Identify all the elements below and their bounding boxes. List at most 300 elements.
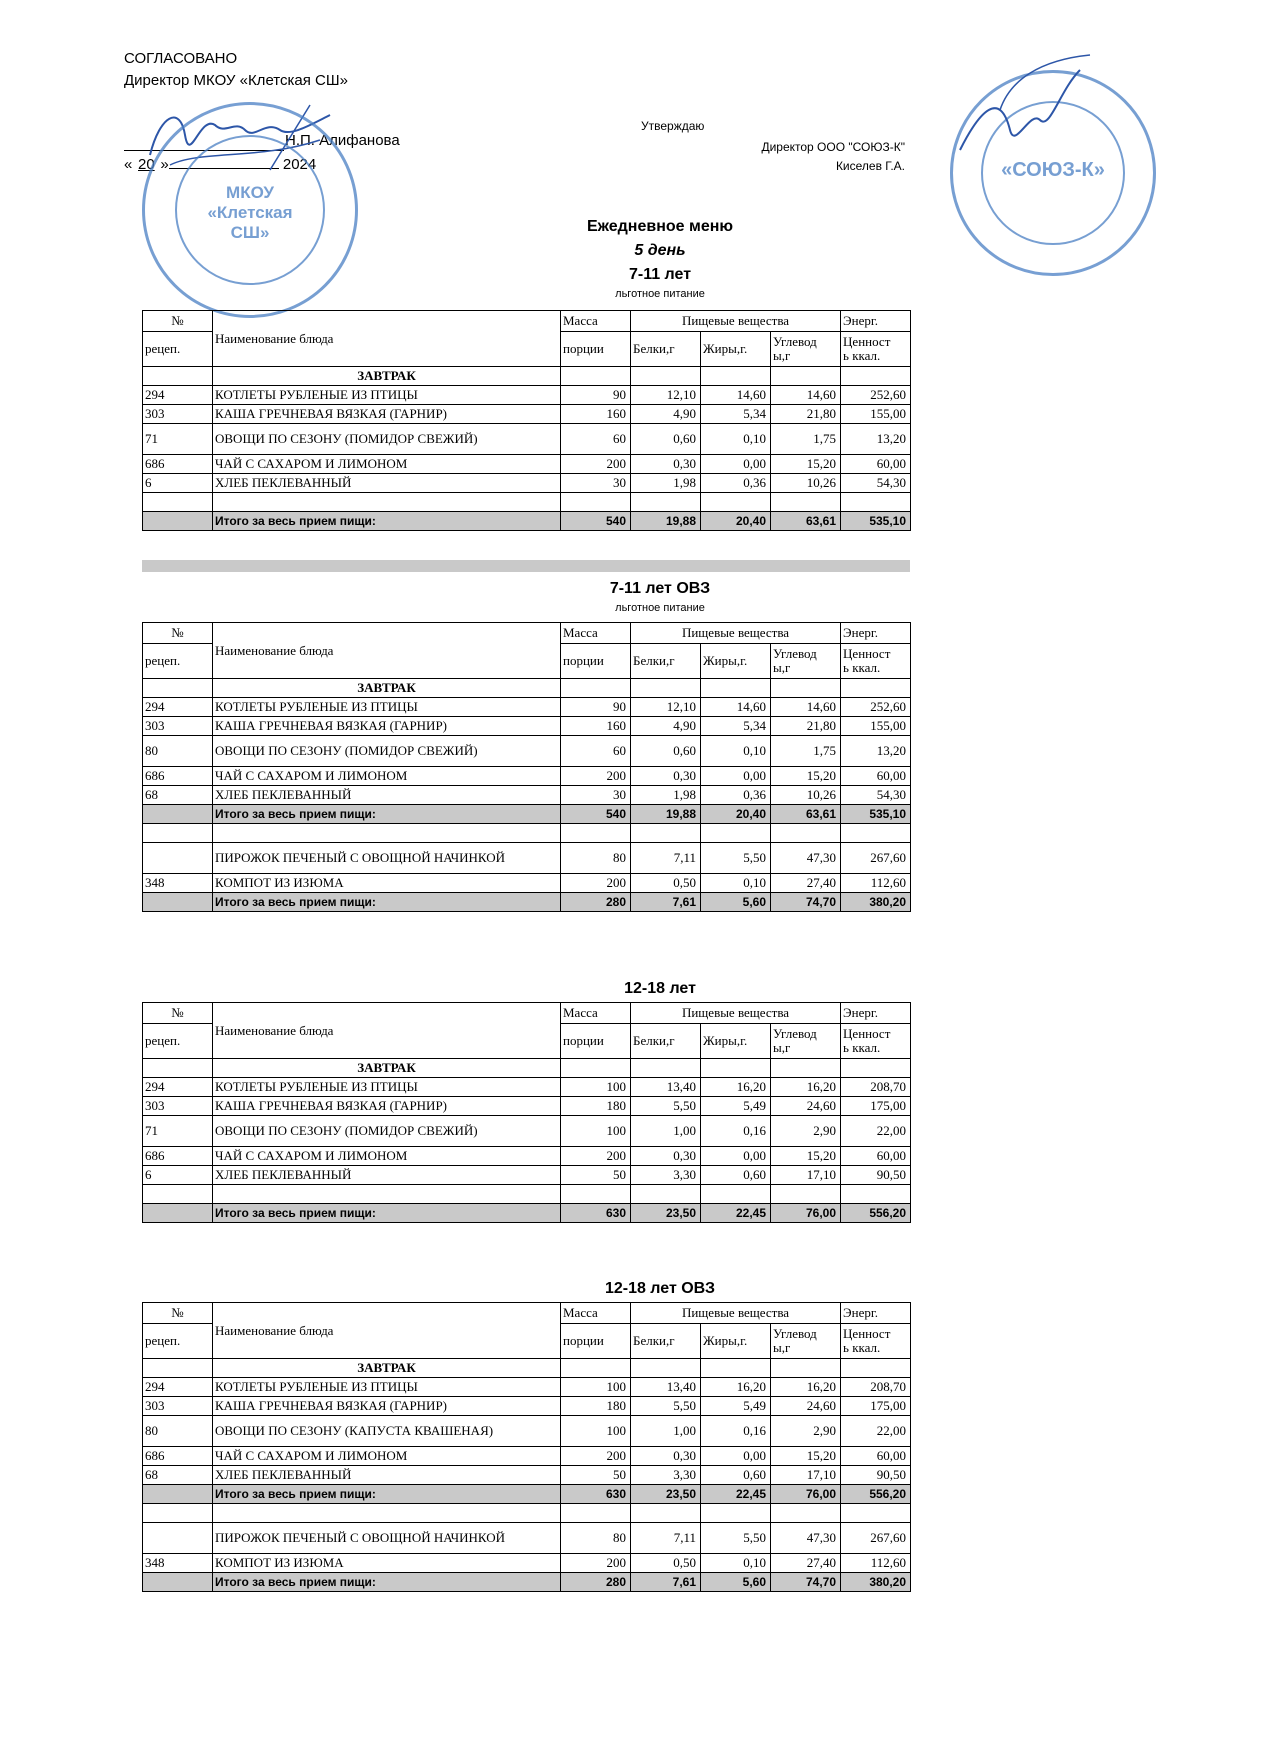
empty-row <box>143 1185 911 1204</box>
energy-mid: Ценност <box>843 646 891 661</box>
table-row <box>143 736 911 767</box>
dish-name: ОВОЩИ ПО СЕЗОНУ (КАПУСТА КВАШЕНАЯ) <box>213 1416 561 1447</box>
col-proteins-header: Белки,г <box>631 644 701 679</box>
fats-value: 0,10 <box>701 424 771 455</box>
section-empty <box>561 1359 631 1378</box>
carbs-value: 47,30 <box>771 843 841 874</box>
portion-mass: 90 <box>561 386 631 405</box>
proteins-value: 1,00 <box>631 1116 701 1147</box>
section-breakfast: ЗАВТРАК <box>213 1359 561 1378</box>
portion-mass: 100 <box>561 1078 631 1097</box>
date-open: « <box>124 156 133 173</box>
table-row <box>143 1097 911 1116</box>
section-empty <box>841 1059 911 1078</box>
fats-value: 14,60 <box>701 386 771 405</box>
empty-cell <box>143 1504 213 1523</box>
dish-name: ХЛЕБ ПЕКЛЕВАННЫЙ <box>213 1166 561 1185</box>
dish-name: ОВОЩИ ПО СЕЗОНУ (ПОМИДОР СВЕЖИЙ) <box>213 424 561 455</box>
table3-age: 12-18 лет <box>624 980 696 997</box>
dish-name: КАША ГРЕЧНЕВАЯ ВЯЗКАЯ (ГАРНИР) <box>213 405 561 424</box>
total-underbar <box>142 560 910 572</box>
recipe-code: 303 <box>143 405 213 424</box>
col-energy-header-2 <box>841 1024 911 1059</box>
energy-bottom: ь ккал. <box>843 348 881 363</box>
carbs-value: 10,26 <box>771 474 841 493</box>
carbs-value: 2,90 <box>771 1416 841 1447</box>
energy-value: 208,70 <box>841 1078 911 1097</box>
col-name-header: Наименование блюда <box>213 311 561 367</box>
table-row <box>143 1116 911 1147</box>
recipe-code: 303 <box>143 1397 213 1416</box>
proteins-value: 1,00 <box>631 1416 701 1447</box>
energy-value: 90,50 <box>841 1466 911 1485</box>
empty-cell <box>701 493 771 512</box>
carbs-value: 1,75 <box>771 736 841 767</box>
table-row <box>143 455 911 474</box>
approve-position: Директор ООО "СОЮЗ-К" <box>761 140 905 154</box>
table1-age: 7-11 лет <box>628 266 692 283</box>
empty-cell <box>841 824 911 843</box>
energy-mid: Ценност <box>843 1026 891 1041</box>
proteins-value: 0,50 <box>631 874 701 893</box>
total-mass: 280 <box>561 1573 631 1592</box>
total-carbs: 76,00 <box>771 1485 841 1504</box>
empty-cell <box>561 1504 631 1523</box>
total-row <box>143 1204 911 1223</box>
section-empty <box>701 1359 771 1378</box>
total-proteins: 7,61 <box>631 1573 701 1592</box>
energy-value: 252,60 <box>841 386 911 405</box>
total-code <box>143 1204 213 1223</box>
col-proteins-header: Белки,г <box>631 332 701 367</box>
dish-name: ХЛЕБ ПЕКЛЕВАННЫЙ <box>213 1466 561 1485</box>
approve-block <box>761 138 905 176</box>
recipe-code: 6 <box>143 1166 213 1185</box>
energy-mid: Ценност <box>843 1326 891 1341</box>
empty-cell <box>771 1185 841 1204</box>
recipe-code: 71 <box>143 1116 213 1147</box>
col-num-header-2: рецеп. <box>143 1324 213 1359</box>
table1-sub: льготное питание <box>615 288 705 300</box>
proteins-value: 1,98 <box>631 786 701 805</box>
proteins-value: 4,90 <box>631 405 701 424</box>
dish-name: ЧАЙ С САХАРОМ И ЛИМОНОМ <box>213 1147 561 1166</box>
proteins-value: 0,30 <box>631 455 701 474</box>
dish-name: ХЛЕБ ПЕКЛЕВАННЫЙ <box>213 474 561 493</box>
total-row <box>143 893 911 912</box>
section-empty <box>561 1059 631 1078</box>
energy-mid: Ценност <box>843 334 891 349</box>
dish-name: КАША ГРЕЧНЕВАЯ ВЯЗКАЯ (ГАРНИР) <box>213 1097 561 1116</box>
stamp-left <box>142 102 358 318</box>
col-energy-header: Энерг. <box>841 1303 911 1324</box>
col-energy-header: Энерг. <box>841 623 911 644</box>
agreed-title: СОГЛАСОВАНО <box>124 50 238 67</box>
total-mass: 630 <box>561 1485 631 1504</box>
dish-name: КОТЛЕТЫ РУБЛЕНЫЕ ИЗ ПТИЦЫ <box>213 1378 561 1397</box>
total-carbs: 63,61 <box>771 512 841 531</box>
carbs-top: Углевод <box>773 334 817 349</box>
carbs-value: 21,80 <box>771 717 841 736</box>
empty-cell <box>631 493 701 512</box>
recipe-code <box>143 843 213 874</box>
total-label: Итого за весь прием пищи: <box>213 893 561 912</box>
recipe-code: 686 <box>143 767 213 786</box>
empty-cell <box>213 1504 561 1523</box>
carbs-value: 17,10 <box>771 1466 841 1485</box>
table4-age: 12-18 лет ОВЗ <box>604 1280 716 1297</box>
dish-name: КОТЛЕТЫ РУБЛЕНЫЕ ИЗ ПТИЦЫ <box>213 386 561 405</box>
dish-name: ЧАЙ С САХАРОМ И ЛИМОНОМ <box>213 1447 561 1466</box>
total-fats: 5,60 <box>701 1573 771 1592</box>
total-carbs: 76,00 <box>771 1204 841 1223</box>
fats-value: 5,49 <box>701 1097 771 1116</box>
menu-title: Ежедневное меню <box>586 218 734 235</box>
total-row <box>143 805 911 824</box>
table-row <box>143 1447 911 1466</box>
dish-name: КОМПОТ ИЗ ИЗЮМА <box>213 1554 561 1573</box>
energy-value: 175,00 <box>841 1097 911 1116</box>
menu-day: 5 день <box>634 242 686 259</box>
energy-value: 22,00 <box>841 1416 911 1447</box>
table2-age: 7-11 лет ОВЗ <box>609 580 711 597</box>
col-fats-header: Жиры,г. <box>701 332 771 367</box>
portion-mass: 80 <box>561 1523 631 1554</box>
col-mass-header-2: порции <box>561 1024 631 1059</box>
col-energy-header-2 <box>841 332 911 367</box>
approve-name: Киселев Г.А. <box>835 159 905 173</box>
energy-bottom: ь ккал. <box>843 1340 881 1355</box>
fats-value: 0,16 <box>701 1116 771 1147</box>
menu-table <box>142 622 911 912</box>
section-empty <box>561 679 631 698</box>
carbs-top: Углевод <box>773 1026 817 1041</box>
portion-mass: 50 <box>561 1166 631 1185</box>
table-row <box>143 786 911 805</box>
fats-value: 0,00 <box>701 1447 771 1466</box>
total-label: Итого за весь прием пищи: <box>213 1204 561 1223</box>
proteins-value: 0,60 <box>631 736 701 767</box>
energy-bottom: ь ккал. <box>843 1040 881 1055</box>
col-carbs-header <box>771 1024 841 1059</box>
carbs-bottom: ы,г <box>773 660 791 675</box>
carbs-value: 10,26 <box>771 786 841 805</box>
stamp-right-text: «СОЮЗ-К» <box>1001 159 1105 181</box>
section-empty <box>631 1059 701 1078</box>
recipe-code: 294 <box>143 698 213 717</box>
portion-mass: 100 <box>561 1116 631 1147</box>
col-name-header: Наименование блюда <box>213 623 561 679</box>
energy-value: 112,60 <box>841 874 911 893</box>
fats-value: 0,36 <box>701 474 771 493</box>
energy-value: 175,00 <box>841 1397 911 1416</box>
section-empty <box>631 367 701 386</box>
empty-cell <box>213 824 561 843</box>
fats-value: 5,50 <box>701 1523 771 1554</box>
carbs-value: 15,20 <box>771 1447 841 1466</box>
empty-cell <box>771 824 841 843</box>
empty-cell <box>561 493 631 512</box>
proteins-value: 0,30 <box>631 1147 701 1166</box>
energy-value: 54,30 <box>841 786 911 805</box>
table-row <box>143 717 911 736</box>
portion-mass: 100 <box>561 1416 631 1447</box>
dish-name: ЧАЙ С САХАРОМ И ЛИМОНОМ <box>213 455 561 474</box>
recipe-code: 303 <box>143 1097 213 1116</box>
empty-row <box>143 493 911 512</box>
table-row <box>143 1416 911 1447</box>
section-empty <box>771 1059 841 1078</box>
col-mass-header: Масса <box>561 311 631 332</box>
carbs-bottom: ы,г <box>773 348 791 363</box>
fats-value: 0,10 <box>701 874 771 893</box>
portion-mass: 200 <box>561 1554 631 1573</box>
date-day: 20 <box>138 156 155 173</box>
total-fats: 22,45 <box>701 1485 771 1504</box>
total-mass: 280 <box>561 893 631 912</box>
section-empty <box>841 679 911 698</box>
recipe-code: 294 <box>143 386 213 405</box>
recipe-code: 6 <box>143 474 213 493</box>
table-row <box>143 1378 911 1397</box>
menu-table <box>142 1302 911 1592</box>
energy-value: 267,60 <box>841 843 911 874</box>
empty-cell <box>213 493 561 512</box>
table-row <box>143 405 911 424</box>
portion-mass: 200 <box>561 874 631 893</box>
table-row <box>143 1147 911 1166</box>
col-mass-header-2: порции <box>561 1324 631 1359</box>
carbs-value: 21,80 <box>771 405 841 424</box>
energy-value: 252,60 <box>841 698 911 717</box>
col-num-header: № <box>143 1303 213 1324</box>
section-code <box>143 679 213 698</box>
energy-bottom: ь ккал. <box>843 660 881 675</box>
table2-sub: льготное питание <box>615 602 705 614</box>
proteins-value: 5,50 <box>631 1397 701 1416</box>
section-breakfast: ЗАВТРАК <box>213 367 561 386</box>
table-row <box>143 698 911 717</box>
proteins-value: 5,50 <box>631 1097 701 1116</box>
section-breakfast: ЗАВТРАК <box>213 1059 561 1078</box>
recipe-code: 686 <box>143 1447 213 1466</box>
col-fats-header: Жиры,г. <box>701 644 771 679</box>
fats-value: 5,34 <box>701 717 771 736</box>
energy-value: 13,20 <box>841 736 911 767</box>
portion-mass: 180 <box>561 1397 631 1416</box>
section-code <box>143 1359 213 1378</box>
energy-value: 22,00 <box>841 1116 911 1147</box>
section-empty <box>631 679 701 698</box>
col-mass-header: Масса <box>561 623 631 644</box>
total-energy: 380,20 <box>841 893 911 912</box>
energy-value: 155,00 <box>841 717 911 736</box>
portion-mass: 80 <box>561 843 631 874</box>
carbs-bottom: ы,г <box>773 1040 791 1055</box>
table-row <box>143 1166 911 1185</box>
col-num-header: № <box>143 623 213 644</box>
col-carbs-header <box>771 332 841 367</box>
dish-name: ПИРОЖОК ПЕЧЕНЫЙ С ОВОЩНОЙ НАЧИНКОЙ <box>213 843 561 874</box>
section-empty <box>771 1359 841 1378</box>
empty-cell <box>701 1185 771 1204</box>
col-mass-header: Масса <box>561 1003 631 1024</box>
empty-cell <box>841 493 911 512</box>
col-nutrients-header: Пищевые вещества <box>631 1003 841 1024</box>
approve-title: Утверждаю <box>641 119 705 133</box>
col-num-header: № <box>143 1003 213 1024</box>
fats-value: 0,10 <box>701 736 771 767</box>
total-fats: 5,60 <box>701 893 771 912</box>
total-proteins: 19,88 <box>631 512 701 531</box>
fats-value: 16,20 <box>701 1078 771 1097</box>
energy-value: 112,60 <box>841 1554 911 1573</box>
proteins-value: 4,90 <box>631 717 701 736</box>
fats-value: 5,50 <box>701 843 771 874</box>
recipe-code <box>143 1523 213 1554</box>
energy-value: 60,00 <box>841 1447 911 1466</box>
fats-value: 0,36 <box>701 786 771 805</box>
total-energy: 535,10 <box>841 512 911 531</box>
total-energy: 556,20 <box>841 1204 911 1223</box>
total-code <box>143 512 213 531</box>
section-empty <box>841 367 911 386</box>
agreed-block <box>124 48 348 92</box>
carbs-value: 47,30 <box>771 1523 841 1554</box>
portion-mass: 90 <box>561 698 631 717</box>
energy-value: 155,00 <box>841 405 911 424</box>
proteins-value: 3,30 <box>631 1166 701 1185</box>
col-mass-header: Масса <box>561 1303 631 1324</box>
carbs-value: 17,10 <box>771 1166 841 1185</box>
fats-value: 5,49 <box>701 1397 771 1416</box>
fats-value: 0,00 <box>701 455 771 474</box>
recipe-code: 294 <box>143 1378 213 1397</box>
total-energy: 535,10 <box>841 805 911 824</box>
agreed-position: Директор МКОУ «Клетская СШ» <box>124 72 348 89</box>
table-row <box>143 1078 911 1097</box>
carbs-value: 27,40 <box>771 874 841 893</box>
carbs-value: 16,20 <box>771 1378 841 1397</box>
date-year: 2024 <box>282 156 317 173</box>
energy-value: 267,60 <box>841 1523 911 1554</box>
col-nutrients-header: Пищевые вещества <box>631 623 841 644</box>
col-energy-header: Энерг. <box>841 311 911 332</box>
carbs-value: 14,60 <box>771 698 841 717</box>
col-name-header: Наименование блюда <box>213 1003 561 1059</box>
col-energy-header-2 <box>841 1324 911 1359</box>
total-fats: 20,40 <box>701 805 771 824</box>
total-fats: 22,45 <box>701 1204 771 1223</box>
total-label: Итого за весь прием пищи: <box>213 1485 561 1504</box>
carbs-value: 2,90 <box>771 1116 841 1147</box>
portion-mass: 30 <box>561 786 631 805</box>
carbs-top: Углевод <box>773 1326 817 1341</box>
table-row <box>143 767 911 786</box>
portion-mass: 60 <box>561 424 631 455</box>
empty-cell <box>143 1185 213 1204</box>
energy-value: 60,00 <box>841 767 911 786</box>
dish-name: ХЛЕБ ПЕКЛЕВАННЫЙ <box>213 786 561 805</box>
recipe-code: 348 <box>143 874 213 893</box>
fats-value: 0,10 <box>701 1554 771 1573</box>
total-carbs: 63,61 <box>771 805 841 824</box>
col-nutrients-header: Пищевые вещества <box>631 1303 841 1324</box>
dish-name: ОВОЩИ ПО СЕЗОНУ (ПОМИДОР СВЕЖИЙ) <box>213 736 561 767</box>
total-carbs: 74,70 <box>771 893 841 912</box>
col-fats-header: Жиры,г. <box>701 1024 771 1059</box>
empty-cell <box>561 1185 631 1204</box>
proteins-value: 12,10 <box>631 698 701 717</box>
table-row <box>143 843 911 874</box>
stamp-left-text: МКОУ «Клетская СШ» <box>207 183 293 242</box>
carbs-value: 14,60 <box>771 386 841 405</box>
portion-mass: 160 <box>561 405 631 424</box>
proteins-value: 7,11 <box>631 1523 701 1554</box>
empty-cell <box>561 824 631 843</box>
total-row <box>143 512 911 531</box>
portion-mass: 180 <box>561 1097 631 1116</box>
col-fats-header: Жиры,г. <box>701 1324 771 1359</box>
fats-value: 16,20 <box>701 1378 771 1397</box>
proteins-value: 1,98 <box>631 474 701 493</box>
empty-cell <box>631 824 701 843</box>
carbs-bottom: ы,г <box>773 1340 791 1355</box>
dish-name: КОМПОТ ИЗ ИЗЮМА <box>213 874 561 893</box>
total-mass: 540 <box>561 805 631 824</box>
section-code <box>143 367 213 386</box>
total-energy: 556,20 <box>841 1485 911 1504</box>
total-row <box>143 1573 911 1592</box>
total-mass: 540 <box>561 512 631 531</box>
table-row <box>143 474 911 493</box>
portion-mass: 160 <box>561 717 631 736</box>
col-energy-header-2 <box>841 644 911 679</box>
total-proteins: 7,61 <box>631 893 701 912</box>
recipe-code: 348 <box>143 1554 213 1573</box>
col-energy-header: Энерг. <box>841 1003 911 1024</box>
empty-cell <box>771 493 841 512</box>
total-mass: 630 <box>561 1204 631 1223</box>
dish-name: ЧАЙ С САХАРОМ И ЛИМОНОМ <box>213 767 561 786</box>
total-code <box>143 1485 213 1504</box>
portion-mass: 50 <box>561 1466 631 1485</box>
section-empty <box>701 1059 771 1078</box>
proteins-value: 13,40 <box>631 1378 701 1397</box>
recipe-code: 80 <box>143 1416 213 1447</box>
recipe-code: 303 <box>143 717 213 736</box>
col-mass-header-2: порции <box>561 644 631 679</box>
col-nutrients-header: Пищевые вещества <box>631 311 841 332</box>
total-code <box>143 805 213 824</box>
total-fats: 20,40 <box>701 512 771 531</box>
section-empty <box>701 367 771 386</box>
portion-mass: 30 <box>561 474 631 493</box>
section-empty <box>561 367 631 386</box>
proteins-value: 0,30 <box>631 767 701 786</box>
carbs-value: 1,75 <box>771 424 841 455</box>
dish-name: ОВОЩИ ПО СЕЗОНУ (ПОМИДОР СВЕЖИЙ) <box>213 1116 561 1147</box>
total-proteins: 19,88 <box>631 805 701 824</box>
dish-name: ПИРОЖОК ПЕЧЕНЫЙ С ОВОЩНОЙ НАЧИНКОЙ <box>213 1523 561 1554</box>
total-label: Итого за весь прием пищи: <box>213 805 561 824</box>
fats-value: 0,60 <box>701 1166 771 1185</box>
recipe-code: 686 <box>143 455 213 474</box>
proteins-value: 3,30 <box>631 1466 701 1485</box>
energy-value: 90,50 <box>841 1166 911 1185</box>
total-label: Итого за весь прием пищи: <box>213 512 561 531</box>
section-empty <box>701 679 771 698</box>
